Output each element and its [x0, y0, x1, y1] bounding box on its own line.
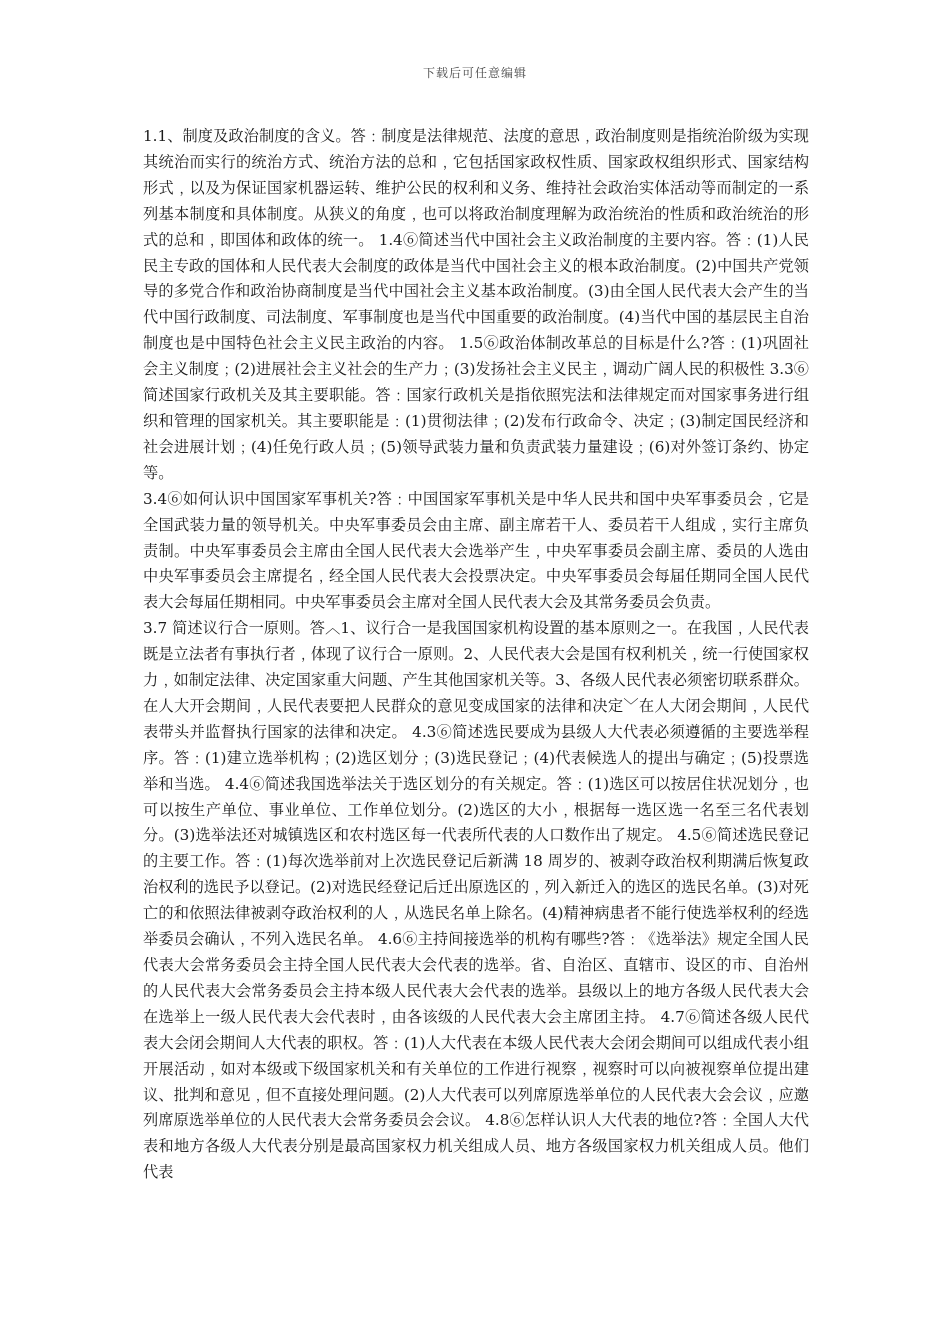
paragraph-2: 3.4⑥如何认识中国国家军事机关?答﹕中国国家军事机关是中华人民共和国中央军事委员会﹐它是全国武装力量的领导机关。中央军事委员会由主席、副主席若干人、委员若干人组成﹐实行主席负责制。中央军事委员会主席由全国人民代表大会选举产生﹐中央军事委员会副主席、委员的人选由中央军事委员会主席提名﹐经全国人民代表大会投票决定。中央军事委员会每届任期同全国人民代表大会每届任期相同。中央军事委员会主席对全国人民代表大会及其常务委员会负责。: [143, 489, 809, 612]
page-header: 下载后可任意编辑: [422, 66, 527, 80]
document-body: [143, 124, 809, 1186]
paragraph-1: 1.1、制度及政治制度的含义。答﹕制度是法律规范、法度的意思﹐政治制度则是指统治阶级为实现其统治而实行的统治方式、统治方法的总和﹐它包括国家政权性质、国家政权组织形式、国家结构形式﹐以及为保证国家机器运转、维护公民的权利和义务、维持社会政治实体活动等而制定的一系列基本制度和具体制度。从狭义的角度﹐也可以将政治制度理解为政治统治的性质和政治统治的形式的总和﹐即国体和政体的统一。 1.4⑥简述当代中国社会主义政治制度的主要内容。答﹕(1)人民民主专政的国体和人民代表大会制度的政体是当代中国社会主义的根本政治制度。(2)中国共产党领导的多党合作和政治协商制度是当代中国社会主义基本政治制度。(3)由全国人民代表大会产生的当代中国行政制度、司法制度、军事制度也是当代中国重要的政治制度。(4)当代中国的基层民主自治制度也是中国特色社会主义民主政治的内容。 1.5⑥政治体制改革总的目标是什么?答﹕(1)巩固社会主义制度﹔(2)进展社会主义社会的生产力﹔(3)发扬社会主义民主﹐调动广阔人民的积极性 3.3⑥简述国家行政机关及其主要职能。答﹕国家行政机关是指依照宪法和法律规定而对国家事务进行组织和管理的国家机关。其主要职能是﹕(1)贯彻法律﹔(2)发布行政命令、决定﹔(3)制定国民经济和社会进展计划﹔(4)任免行政人员﹔(5)领导武装力量和负责武装力量建设﹔(6)对外签订条约、协定等。: [143, 127, 809, 482]
paragraph-3: 3.7 简述议行合一原则。答︿1、议行合一是我国国家机构设置的基本原则之一。在我国﹐人民代表既是立法者有事执行者﹐体现了议行合一原则。2、人民代表大会是国有权利机关﹐统一行使国家权力﹐如制定法律、决定国家重大问题、产生其他国家机关等。3、各级人民代表必须密切联系群众。在人大开会期间﹐人民代表要把人民群众的意见变成国家的法律和决定﹀在人大闭会期间﹐人民代表带头并监督执行国家的法律和决定。 4.3⑥简述选民要成为县级人大代表必须遵循的主要选举程序。答﹕(1)建立选举机构﹔(2)选区划分﹔(3)选民登记﹔(4)代表候选人的提出与确定﹔(5)投票选举和当选。 4.4⑥简述我国选举法关于选区划分的有关规定。答﹕(1)选区可以按居住状况划分﹐也可以按生产单位、事业单位、工作单位划分。(2)选区的大小﹐根据每一选区选一名至三名代表划分。(3)选举法还对城镇选区和农村选区每一代表所代表的人口数作出了规定。 4.5⑥简述选民登记的主要工作。答﹕(1)每次选举前对上次选民登记后新满 18 周岁的、被剥夺政治权利期满后恢复政治权利的选民予以登记。(2)对选民经登记后迁出原选区的﹐列入新迁入的选区的选民名单。(3)对死亡的和依照法律被剥夺政治权利的人﹐从选民名单上除名。(4)精神病患者不能行使选举权利的经选举委员会确认﹐不列入选民名单。 4.6⑥主持间接选举的机构有哪些?答﹕《选举法》规定全国人民代表大会常务委员会主持全国人民代表大会代表的选举。省、自治区、直辖市、设区的市、自治州的人民代表大会常务委员会主持本级人民代表大会代表的选举。县级以上的地方各级人民代表大会在选举上一级人民代表大会代表时﹐由各该级的人民代表大会主席团主持。 4.7⑥简述各级人民代表大会闭会期间人大代表的职权。答﹕(1)人大代表在本级人民代表大会闭会期间可以组成代表小组开展活动﹐如对本级或下级国家机关和有关单位的工作进行视察﹐视察时可以向被视察单位提出建议、批判和意见﹐但不直接处理问题。(2)人大代表可以列席原选举单位的人民代表大会会议﹐应邀列席原选举单位的人民代表大会常务委员会会议。 4.8⑥怎样认识人大代表的地位?答﹕全国人大代表和地方各级人大代表分别是最高国家权力机关组成人员、地方各级国家权力机关组成人员。他们代表: [143, 619, 809, 1182]
